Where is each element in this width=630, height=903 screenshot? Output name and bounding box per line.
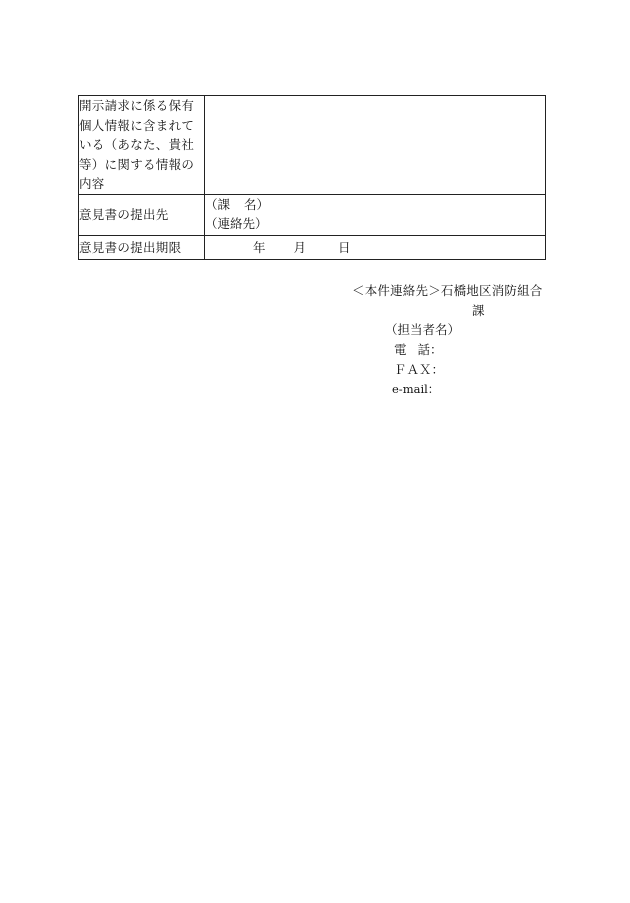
label-info-content — [79, 96, 205, 195]
dept-label-close: 名） — [244, 197, 270, 212]
phone-label-a: 電 — [394, 342, 407, 357]
label-line: 個人情報に含まれて — [79, 117, 195, 133]
label-submission-destination: 意見書の提出先 — [79, 195, 205, 236]
label-submission-deadline: 意見書の提出期限 — [79, 236, 205, 260]
value-submission-destination[interactable] — [205, 195, 546, 236]
table-row-info-content — [79, 96, 546, 195]
table-row-submission-destination — [79, 195, 546, 236]
table-row-submission-deadline — [79, 236, 546, 260]
label-line: 内容 — [79, 176, 105, 192]
label-line: 等）に関する情報の — [79, 156, 195, 172]
value-submission-deadline[interactable] — [205, 236, 546, 260]
day-label: 日 — [338, 240, 351, 255]
contact-email: e-mail： — [392, 382, 440, 396]
contact-phone — [394, 340, 443, 360]
contact-heading: ＜本件連絡先＞石橋地区消防組合 — [352, 283, 543, 298]
dept-name-line — [205, 195, 545, 214]
label-line: いる（あなた、貴社 — [79, 137, 195, 153]
value-info-content[interactable] — [205, 96, 546, 195]
contact-fax: ＦＡＸ： — [394, 362, 445, 377]
contact-department-suffix: 課 — [472, 303, 485, 318]
contact-line: （連絡先） — [205, 216, 268, 231]
year-label: 年 — [253, 240, 266, 255]
opinion-form-table — [78, 95, 546, 260]
phone-label-b: 話： — [417, 342, 443, 357]
contact-person: （担当者名） — [385, 322, 461, 337]
month-label: 月 — [293, 240, 307, 255]
dept-label-open: （課 — [205, 197, 231, 212]
label-line: 開示請求に係る保有 — [79, 98, 195, 113]
